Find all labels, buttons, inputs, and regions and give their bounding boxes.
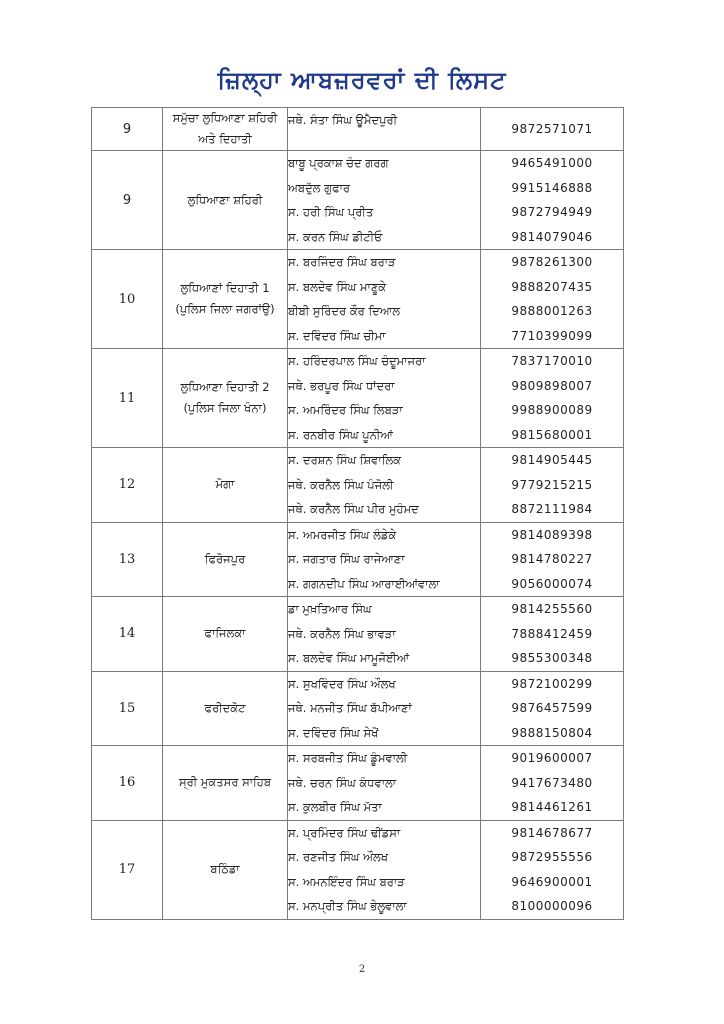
observer-name: ਸ. ਰਨਬੀਰ ਸਿੰਘ ਪੂਨੀਆਂ	[288, 427, 393, 442]
observer-name: ਸ. ਦਰਸ਼ਨ ਸਿੰਘ ਸ਼ਿਵਾਲਿਕ	[288, 453, 401, 467]
district-cell	[163, 746, 288, 821]
observer-phone: 9809898007	[511, 378, 593, 393]
table-row	[92, 820, 624, 919]
observer-phone: 9915146888	[511, 180, 593, 195]
district-cell	[163, 349, 288, 448]
observer-names-cell	[288, 108, 481, 151]
observer-phone: 9646900001	[511, 874, 593, 889]
observer-name: ਜਥੇ. ਮਨਜੀਤ ਸਿੰਘ ਬੱਪੀਆਣਾਂ	[288, 701, 412, 715]
observer-phones-cell	[481, 108, 624, 151]
observer-phone: 9814905445	[511, 453, 593, 467]
observer-names-cell	[288, 250, 481, 349]
row-number: 12	[92, 448, 163, 523]
observer-name: ਸ. ਬਲਦੇਵ ਸਿੰਘ ਮਾਮੂਜੋਈਆਂ	[288, 651, 410, 665]
observer-names-cell	[288, 448, 481, 523]
observer-name: ਜਥੇ. ਚਰਨ ਸਿੰਘ ਕੰਧਵਾਲਾ	[288, 775, 397, 790]
table-row	[92, 597, 624, 672]
observer-phone: 9888001263	[511, 304, 593, 318]
row-number: 9	[92, 151, 163, 250]
observer-name: ਜਥੇ. ਕਰਨੈਲ ਸਿੰਘ ਪੰਜੋਲੀ	[288, 477, 394, 492]
table-row	[92, 448, 624, 523]
district-name-line: ਫਰੀਦਕੋਟ	[204, 700, 246, 715]
district-cell	[163, 250, 288, 349]
district-cell	[163, 671, 288, 746]
observer-name: ਜਥੇ. ਕਰਨੈਲ ਸਿੰਘ ਪੀਰ ਮੁਹੰਮਦ	[288, 502, 419, 516]
observer-phone: 9465491000	[511, 156, 593, 170]
observer-phone: 7888412459	[511, 626, 593, 641]
document-title: ਜ਼ਿਲ੍ਹਾ ਆਬਜ਼ਰਵਰਾਂ ਦੀ ਲਿਸਟ	[217, 66, 507, 94]
observer-name: ਸ. ਅਮਨਇੰਦਰ ਸਿੰਘ ਬਰਾੜ	[288, 874, 405, 889]
observer-phone: 9872100299	[511, 676, 593, 691]
observer-phone: 9888207435	[511, 279, 593, 294]
observer-phone: 8100000096	[511, 899, 593, 913]
observer-phone: 9988900089	[511, 403, 593, 417]
observer-name: ਸ. ਕੁਲਬੀਰ ਸਿੰਘ ਮੱਤਾ	[288, 800, 382, 814]
observer-name: ਬਾਬੂ ਪ੍ਰਕਾਸ਼ ਚੰਦ ਗਰਗ	[288, 156, 389, 170]
observer-table	[91, 107, 624, 920]
observer-names-cell	[288, 746, 481, 821]
observer-phone: 7837170010	[511, 354, 593, 368]
row-number: 10	[92, 250, 163, 349]
row-number: 15	[92, 671, 163, 746]
table-row	[92, 349, 624, 448]
district-name-line: (ਪੁਲਿਸ ਜਿਲਾ ਜਗਰਾਂਉ)	[175, 302, 275, 316]
observer-name: ਸ. ਪ੍ਰਮਿੰਦਰ ਸਿੰਘ ਢੀਂਡਸਾ	[288, 825, 401, 840]
observer-name: ਡਾ ਮੁਖ਼ਤਿਆਰ ਸਿੰਘ	[288, 602, 372, 616]
district-cell	[163, 597, 288, 672]
table-row	[92, 151, 624, 250]
observer-phone: 9878261300	[511, 255, 593, 269]
district-name-line: ਲੁਧਿਆਣਾਂ ਦਿਹਾਤੀ 1	[180, 281, 270, 295]
observer-phones-cell	[481, 250, 624, 349]
observer-name: ਸ. ਜਗਤਾਰ ਸਿੰਘ ਰਾਜੇਆਣਾ	[288, 552, 405, 566]
observer-name: ਸ. ਰਣਜੀਤ ਸਿੰਘ ਔਲਖ	[288, 850, 389, 864]
observer-phone: 9815680001	[511, 427, 593, 442]
observer-phones-cell	[481, 597, 624, 672]
observer-name: ਜਥੇ. ਸੰਤਾ ਸਿੰਘ ਊਮੈਦਪੁਰੀ	[288, 113, 398, 127]
observer-name: ਜਥੇ. ਭਰਪੂਰ ਸਿੰਘ ਧਾਂਦਰਾ	[288, 378, 395, 393]
table-row	[92, 250, 624, 349]
observer-phone: 9814089398	[511, 527, 593, 542]
district-name-line: ਫਿਰੋਜਪੁਰ	[204, 551, 246, 566]
table-row	[92, 671, 624, 746]
observer-phone: 9056000074	[511, 576, 593, 591]
district-name-line: ਸ੍ਰੀ ਮੁਕਤਸਰ ਸਾਹਿਬ	[178, 775, 271, 790]
observer-phones-cell	[481, 820, 624, 919]
row-number: 13	[92, 522, 163, 597]
district-cell	[163, 448, 288, 523]
row-number: 14	[92, 597, 163, 672]
observer-names-cell	[288, 597, 481, 672]
observer-phone: 9872794949	[511, 205, 593, 219]
observer-name: ਸ. ਹਰਿੰਦਰਪਾਲ ਸਿੰਘ ਚੰਦੂਮਾਜਰਾ	[288, 354, 426, 368]
observer-name: ਸ. ਦਵਿੰਦਰ ਸਿੰਘ ਸੇਖੋਂ	[288, 725, 379, 740]
observer-names-cell	[288, 820, 481, 919]
observer-names-cell	[288, 522, 481, 597]
observer-names-cell	[288, 151, 481, 250]
observer-phone: 9888150804	[511, 725, 593, 740]
observer-name: ਸ. ਦਵਿੰਦਰ ਸਿੰਘ ਚੀਮਾ	[288, 328, 386, 343]
district-name-line: (ਪੁਲਿਸ ਜਿਲਾ ਖੰਨਾ)	[183, 401, 267, 415]
observer-phone: 9779215215	[511, 477, 593, 492]
observer-name: ਸ. ਬਰਜਿੰਦਰ ਸਿੰਘ ਬਰਾੜ	[288, 255, 396, 269]
district-cell	[163, 522, 288, 597]
observer-name: ਸ. ਮਨਪ੍ਰੀਤ ਸਿੰਘ ਭੇਲੂਵਾਲਾ	[288, 899, 407, 913]
observer-phones-cell	[481, 671, 624, 746]
table-row	[92, 746, 624, 821]
district-name-line: ਮੋਗਾ	[215, 477, 235, 492]
observer-phone: 9814255560	[511, 602, 593, 616]
observer-name: ਸ. ਬਲਦੇਵ ਸਿੰਘ ਮਾਣੂਕੇ	[288, 279, 387, 294]
observer-names-cell	[288, 349, 481, 448]
observer-name: ਸ. ਅਮਰਿੰਦਰ ਸਿੰਘ ਲਿਬੜਾ	[288, 403, 403, 417]
row-number: 16	[92, 746, 163, 821]
row-number: 9	[92, 108, 163, 151]
observer-name: ਸ. ਸਰਬਜੀਤ ਸਿੰਘ ਡੂੰਮਵਾਲੀ	[288, 751, 408, 765]
observer-phone: 9872571071	[511, 121, 593, 136]
observer-phone: 9814678677	[511, 825, 593, 840]
observer-phones-cell	[481, 151, 624, 250]
district-name-line: ਸਮੁੱਚਾ ਲੁਧਿਆਣਾ ਸ਼ਹਿਰੀ	[172, 111, 278, 125]
observer-name: ਜਥੇ. ਕਰਨੈਲ ਸਿੰਘ ਭਾਵੜਾ	[288, 626, 396, 641]
district-cell	[163, 108, 288, 151]
observer-phone: 9814780227	[511, 552, 593, 566]
observer-phone: 8872111984	[511, 502, 593, 516]
district-cell	[163, 820, 288, 919]
observer-phones-cell	[481, 522, 624, 597]
row-number: 17	[92, 820, 163, 919]
observer-phone: 9855300348	[511, 651, 593, 665]
district-name-line: ਅਤੇ ਦਿਹਾਤੀ	[198, 132, 252, 146]
observer-phone: 9814461261	[511, 800, 593, 814]
observer-table-body	[92, 108, 624, 920]
observer-phone: 9872955556	[511, 850, 593, 864]
district-name-line: ਬਠਿੰਡਾ	[210, 862, 240, 876]
observer-phones-cell	[481, 746, 624, 821]
table-row	[92, 108, 624, 151]
observer-phone: 9417673480	[511, 775, 593, 790]
district-name-line: ਫਾਜਿਲਕਾ	[204, 626, 246, 641]
observer-phones-cell	[481, 349, 624, 448]
observer-phones-cell	[481, 448, 624, 523]
observer-phone: 9876457599	[511, 701, 593, 715]
observer-name: ਸ. ਅਮਰਜੀਤ ਸਿੰਘ ਲੰਡੇਕੇ	[288, 527, 397, 542]
observer-name: ਸ. ਸੁਖਵਿੰਦਰ ਸਿੰਘ ਔਲਖ	[288, 676, 396, 691]
row-number: 11	[92, 349, 163, 448]
page-number: 2	[358, 964, 366, 975]
observer-phone: 7710399099	[511, 328, 593, 343]
district-name-line: ਲੁਧਿਆਣਾ ਸ਼ਹਿਰੀ	[187, 192, 263, 207]
district-name-line: ਲੁਧਿਆਣਾ ਦਿਹਾਤੀ 2	[180, 380, 270, 394]
observer-name: ਸ. ਕਰਨ ਸਿੰਘ ਡੀਟੀਓ	[288, 229, 383, 244]
observer-name: ਸ. ਗਗਨਦੀਪ ਸਿੰਘ ਆਰਾਈਆਂਵਾਲਾ	[288, 576, 440, 591]
district-cell	[163, 151, 288, 250]
observer-names-cell	[288, 671, 481, 746]
observer-name: ਸ. ਹਰੀ ਸਿੰਘ ਪ੍ਰੀਤ	[288, 205, 374, 219]
table-row	[92, 522, 624, 597]
observer-phone: 9814079046	[511, 229, 593, 244]
observer-name: ਬੀਬੀ ਸੁਰਿੰਦਰ ਕੌਰ ਦਿਆਲ	[288, 304, 401, 318]
observer-name: ਅਬਦੁੱਲ ਗੁਫਾਰ	[288, 180, 351, 195]
observer-phone: 9019600007	[511, 751, 593, 765]
